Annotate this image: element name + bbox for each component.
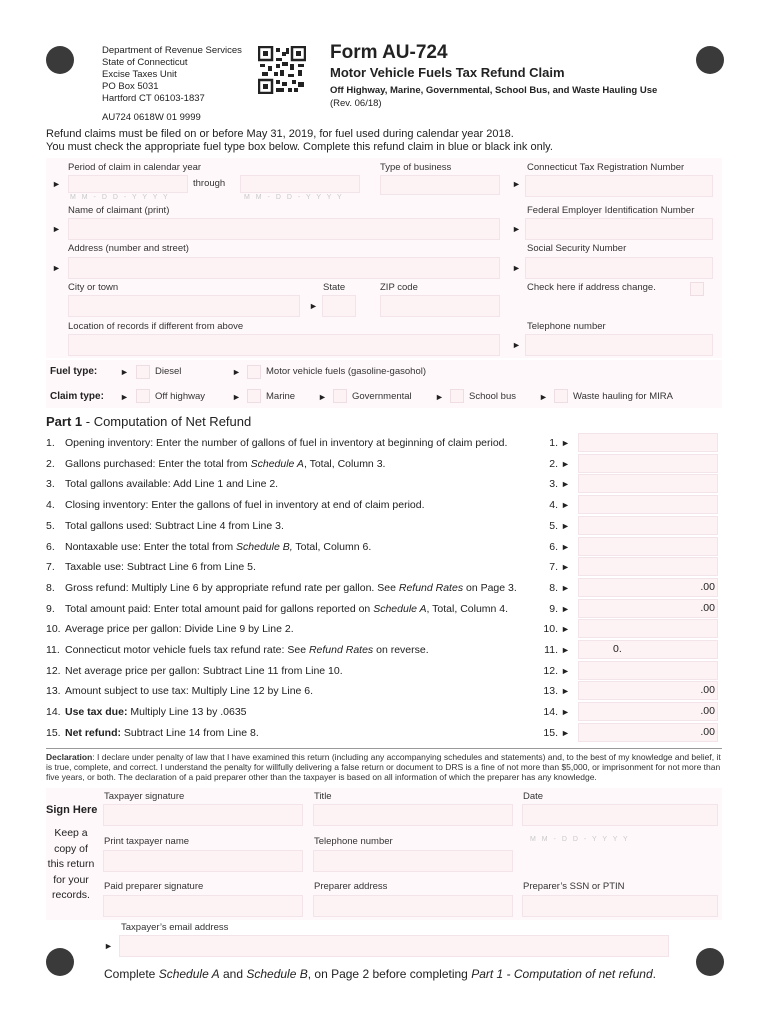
- line-reference: 5.: [549, 519, 558, 532]
- fein-label: Federal Employer Identification Number: [527, 205, 695, 216]
- line-text-pre: Closing inventory: Enter the gallons of fuel in inventory at end of claim period.: [65, 499, 425, 512]
- line-number: 10.: [46, 623, 61, 636]
- records-location-input[interactable]: [68, 334, 500, 356]
- telephone-label: Telephone number: [314, 836, 393, 847]
- line-description: [65, 541, 371, 553]
- fuel-type-label: Fuel type:: [50, 366, 98, 377]
- arrow-icon: ►: [561, 562, 570, 573]
- line-reference: 3.: [549, 478, 558, 491]
- state-input[interactable]: [322, 295, 356, 317]
- arrow-icon: ►: [104, 941, 113, 951]
- print-name-input[interactable]: [103, 850, 303, 872]
- arrow-icon: ►: [512, 224, 521, 234]
- line-reference: 14.: [543, 706, 558, 719]
- line-description: [65, 665, 343, 677]
- registration-mark: [46, 948, 74, 976]
- claimant-name-input[interactable]: [68, 218, 500, 240]
- line-number: 5.: [46, 519, 55, 532]
- line-text-pre: Net average price per gallon: Subtract Line 11 from Line 10.: [65, 664, 343, 677]
- line-reference: 4.: [549, 499, 558, 512]
- line-description: [65, 603, 508, 615]
- email-label: Taxpayer’s email address: [121, 922, 229, 933]
- line-reference: 13.: [543, 685, 558, 698]
- preparer-ssn-label: Preparer’s SSN or PTIN: [523, 881, 625, 892]
- line-text-post: Total, Column 6.: [292, 540, 372, 553]
- arrow-icon: ►: [561, 500, 570, 511]
- arrow-icon: ►: [120, 367, 129, 377]
- line-text-post: on Page 3.: [463, 581, 517, 594]
- claim-waste-hauling-label: Waste hauling for MIRA: [573, 391, 673, 402]
- arrow-icon: ►: [561, 665, 570, 676]
- form-title: Form AU-724: [330, 42, 448, 63]
- instructions: Refund claims must be filed on or before May 31, 2019, for fuel used during calendar year 2018. You must check the appropriate fuel type box below. Complete this refund claim in blue or black ink only.: [46, 128, 553, 153]
- line-description: [65, 437, 507, 449]
- period-start-input[interactable]: [68, 175, 188, 193]
- line-description: [65, 478, 278, 490]
- line-description: [65, 561, 256, 573]
- line-amount-input[interactable]: [578, 619, 718, 638]
- line-reference: 10.: [543, 623, 558, 636]
- line-text-italic: Schedule B,: [236, 540, 293, 553]
- line-description: [65, 685, 313, 697]
- line-amount-input[interactable]: .00: [578, 681, 718, 700]
- line-description: [65, 623, 294, 635]
- line-amount-input[interactable]: [578, 474, 718, 493]
- form-subtitle: Motor Vehicle Fuels Tax Refund Claim: [330, 65, 565, 80]
- arrow-icon: ►: [561, 458, 570, 469]
- line-text-italic: Refund Rates: [308, 644, 374, 656]
- claim-school-bus-label: School bus: [469, 391, 517, 402]
- arrow-icon: ►: [561, 645, 570, 655]
- arrow-icon: ►: [52, 179, 61, 189]
- claim-off-highway-label: Off highway: [155, 391, 205, 402]
- preparer-sig-label: Paid preparer signature: [104, 881, 204, 892]
- preparer-signature-input[interactable]: [103, 895, 303, 917]
- zip-input[interactable]: [380, 295, 500, 317]
- line-number: 15.: [46, 726, 61, 739]
- preparer-address-input[interactable]: [313, 895, 513, 917]
- arrow-icon: ►: [561, 582, 570, 593]
- line-number: 7.: [46, 561, 55, 574]
- line-reference: 9.: [549, 602, 558, 615]
- claim-governmental-label: Governmental: [352, 391, 412, 402]
- records-label: Location of records if different from above: [68, 321, 244, 332]
- taxpayer-telephone-input[interactable]: [313, 850, 513, 872]
- claim-type-label: Claim type:: [50, 391, 104, 402]
- line-reference: 8.: [549, 581, 558, 594]
- period-end-hint: M M - D D - Y Y Y Y: [244, 194, 344, 201]
- line-reference: 6.: [549, 540, 558, 553]
- registration-mark: [696, 948, 724, 976]
- line-text-pre: Gallons purchased: Enter the total from: [65, 457, 251, 470]
- line-text-pre: Connecticut motor vehicle fuels tax refund rate: See: [65, 644, 309, 656]
- line-amount-input[interactable]: [578, 537, 718, 556]
- address-label: Address (number and street): [68, 243, 189, 254]
- arrow-icon: ►: [561, 438, 570, 448]
- line-amount-input[interactable]: [578, 557, 718, 576]
- line-text-pre: Nontaxable use: Enter the total from: [65, 540, 237, 553]
- type-business-input[interactable]: [380, 175, 500, 195]
- date-label: Date: [523, 791, 544, 802]
- date-input[interactable]: [522, 804, 718, 826]
- line-amount-input[interactable]: .00: [578, 578, 718, 597]
- line-text-pre: Total gallons used: Subtract Line 4 from Line 3.: [65, 519, 284, 532]
- line-number: 14.: [46, 706, 61, 719]
- type-business-label: Type of business: [380, 162, 452, 173]
- taxpayer-signature-input[interactable]: [103, 804, 303, 826]
- city-input[interactable]: [68, 295, 300, 317]
- line-reference: 1.: [549, 437, 558, 449]
- arrow-icon: ►: [52, 263, 61, 273]
- telephone-input[interactable]: [525, 334, 713, 356]
- email-input[interactable]: [119, 935, 669, 957]
- date-hint: M M - D D - Y Y Y Y: [530, 836, 630, 843]
- line-text-pre: Multiply Line 13 by .0635: [127, 706, 247, 719]
- arrow-icon: ►: [120, 392, 129, 402]
- line-bold-label: Use tax due:: [65, 706, 128, 719]
- registration-mark: [46, 46, 74, 74]
- arrow-icon: ►: [232, 367, 241, 377]
- line-number: 6.: [46, 540, 55, 553]
- line-amount-input[interactable]: [578, 454, 718, 473]
- name-label: Name of claimant (print): [68, 205, 170, 216]
- arrow-icon: ►: [561, 707, 570, 718]
- preparer-ssn-input[interactable]: [522, 895, 718, 917]
- fuel-gasoline-label: Motor vehicle fuels (gasoline-gasohol): [266, 366, 426, 377]
- claim-marine-checkbox[interactable]: [247, 389, 261, 403]
- line-text-pre: Taxable use: Subtract Line 6 from Line 5.: [65, 561, 256, 574]
- fuel-gasoline-checkbox[interactable]: [247, 365, 261, 379]
- ct-reg-input[interactable]: [525, 175, 713, 197]
- through-label: through: [193, 178, 226, 189]
- period-end-input[interactable]: [240, 175, 360, 193]
- line-reference: 12.: [543, 664, 558, 677]
- line-text-post: , Total, Column 4.: [426, 602, 509, 615]
- agency-address: Department of Revenue Services State of Connecticut Excise Taxes Unit PO Box 5031 Hartford CT 06103-1837: [102, 45, 242, 104]
- line-amount-input[interactable]: .00: [578, 702, 718, 721]
- print-name-label: Print taxpayer name: [104, 836, 190, 847]
- arrow-icon: ►: [561, 686, 570, 697]
- arrow-icon: ►: [435, 392, 444, 402]
- phone-label: Telephone number: [527, 321, 606, 332]
- line-reference: 2.: [549, 457, 558, 470]
- line-text-italic: Schedule A: [373, 602, 427, 615]
- line-text-pre: Average price per gallon: Divide Line 9 by Line 2.: [65, 623, 294, 636]
- arrow-icon: ►: [52, 224, 61, 234]
- footer-note: Complete Schedule A and Schedule B, on Page 2 before completing Part 1 - Computation of net refund.: [104, 967, 656, 981]
- keep-copy-note: Keep a copy of this return for your records.: [47, 827, 95, 901]
- period-start-hint: M M - D D - Y Y Y Y: [70, 194, 170, 201]
- line-amount-input[interactable]: .00: [578, 723, 718, 742]
- address-input[interactable]: [68, 257, 500, 279]
- line-amount-input[interactable]: [578, 433, 718, 452]
- line-text-italic: Refund Rates: [398, 581, 464, 594]
- line-text-pre: Amount subject to use tax: Multiply Line 12 by Line 6.: [65, 685, 314, 698]
- title-label: Title: [314, 791, 332, 802]
- claim-off-highway-checkbox[interactable]: [136, 389, 150, 403]
- period-label: Period of claim in calendar year: [68, 162, 202, 173]
- claim-governmental-checkbox[interactable]: [333, 389, 347, 403]
- form-revision: (Rev. 06/18): [330, 98, 382, 109]
- part1-title: Part 1 - Computation of Net Refund: [46, 414, 252, 429]
- line-number: 8.: [46, 581, 55, 594]
- arrow-icon: ►: [232, 392, 241, 402]
- line-number: 9.: [46, 602, 55, 615]
- qr-code-icon: [258, 46, 306, 94]
- line-amount-input[interactable]: .00: [578, 599, 718, 618]
- line-text-pre: Total gallons available: Add Line 1 and Line 2.: [65, 478, 279, 491]
- arrow-icon: ►: [561, 603, 570, 614]
- arrow-icon: ►: [318, 392, 327, 402]
- fuel-diesel-label: Diesel: [155, 366, 182, 377]
- arrow-icon: ►: [561, 727, 570, 738]
- arrow-icon: ►: [512, 340, 521, 350]
- line-description: [65, 727, 259, 739]
- line-text-pre: Total amount paid: Enter total amount paid for gallons reported on: [65, 602, 374, 615]
- fuel-diesel-checkbox[interactable]: [136, 365, 150, 379]
- line-text-post: , Total, Column 3.: [303, 457, 386, 470]
- sign-here: Sign Here: [46, 804, 98, 816]
- arrow-icon: ►: [561, 479, 570, 490]
- arrow-icon: ►: [561, 624, 570, 635]
- state-label: State: [323, 282, 346, 293]
- line-number: 1.: [46, 437, 55, 449]
- line-text-pre: Subtract Line 14 from Line 8.: [121, 726, 259, 739]
- line-number: 2.: [46, 457, 55, 470]
- zip-label: ZIP code: [380, 282, 418, 293]
- line-description: [65, 520, 284, 532]
- ssn-input[interactable]: [525, 257, 713, 279]
- line-amount-input[interactable]: 0.: [578, 640, 718, 659]
- line-reference: 15.: [543, 726, 558, 739]
- form-code: AU724 0618W 01 9999: [102, 112, 201, 123]
- fein-input[interactable]: [525, 218, 713, 240]
- line-description: [65, 582, 517, 594]
- line-amount-input[interactable]: [578, 516, 718, 535]
- line-number: 4.: [46, 499, 55, 512]
- line-reference: 7.: [549, 561, 558, 574]
- claim-school-bus-checkbox[interactable]: [450, 389, 464, 403]
- title-input[interactable]: [313, 804, 513, 826]
- ssn-label: Social Security Number: [527, 243, 627, 254]
- taxpayer-sig-label: Taxpayer signature: [104, 791, 185, 802]
- arrow-icon: ►: [309, 301, 318, 311]
- claim-waste-hauling-checkbox[interactable]: [554, 389, 568, 403]
- line-description: [65, 458, 385, 470]
- city-label: City or town: [68, 282, 119, 293]
- form-use: Off Highway, Marine, Governmental, School Bus, and Waste Hauling Use: [330, 85, 658, 96]
- ct-reg-label: Connecticut Tax Registration Number: [527, 162, 685, 173]
- preparer-addr-label: Preparer address: [314, 881, 388, 892]
- arrow-icon: ►: [561, 520, 570, 531]
- line-text-pre: Gross refund: Multiply Line 6 by appropriate refund rate per gallon. See: [65, 581, 399, 594]
- claim-marine-label: Marine: [266, 391, 296, 402]
- registration-mark: [696, 46, 724, 74]
- line-text-post: on reverse.: [373, 644, 429, 656]
- line-number: 12.: [46, 664, 61, 677]
- line-number: 13.: [46, 685, 61, 698]
- divider: [46, 748, 722, 749]
- line-description: [65, 706, 247, 718]
- line-reference: 11.: [544, 644, 558, 656]
- arrow-icon: ►: [512, 263, 521, 273]
- line-description: [65, 644, 429, 656]
- declaration: Declaration: I declare under penalty of law that I have examined this return (including any accompanying schedules and statements) and, to the best of my knowledge and belief, it is true, complete, and correct. I understand the penalty for willfully delivering a false return or document to DRS is a fine of not more than $5,000, or imprisonment for not more than five years, or both. The declaration of a paid preparer other than the taxpayer is based on all information of which the preparer has any knowledge.: [46, 752, 721, 782]
- line-number: 11.: [46, 644, 60, 656]
- line-description: [65, 499, 425, 511]
- arrow-icon: ►: [512, 179, 521, 189]
- line-text-pre: Opening inventory: Enter the number of gallons of fuel in inventory at beginning of claim period.: [65, 437, 508, 449]
- arrow-icon: ►: [539, 392, 548, 402]
- line-text-italic: Schedule A: [250, 457, 304, 470]
- arrow-icon: ►: [561, 541, 570, 552]
- address-change-label: Check here if address change.: [527, 282, 656, 293]
- line-amount-input[interactable]: [578, 661, 718, 680]
- line-number: 3.: [46, 478, 55, 491]
- line-amount-input[interactable]: [578, 495, 718, 514]
- line-bold-label: Net refund:: [65, 726, 121, 739]
- address-change-checkbox[interactable]: [690, 282, 704, 296]
